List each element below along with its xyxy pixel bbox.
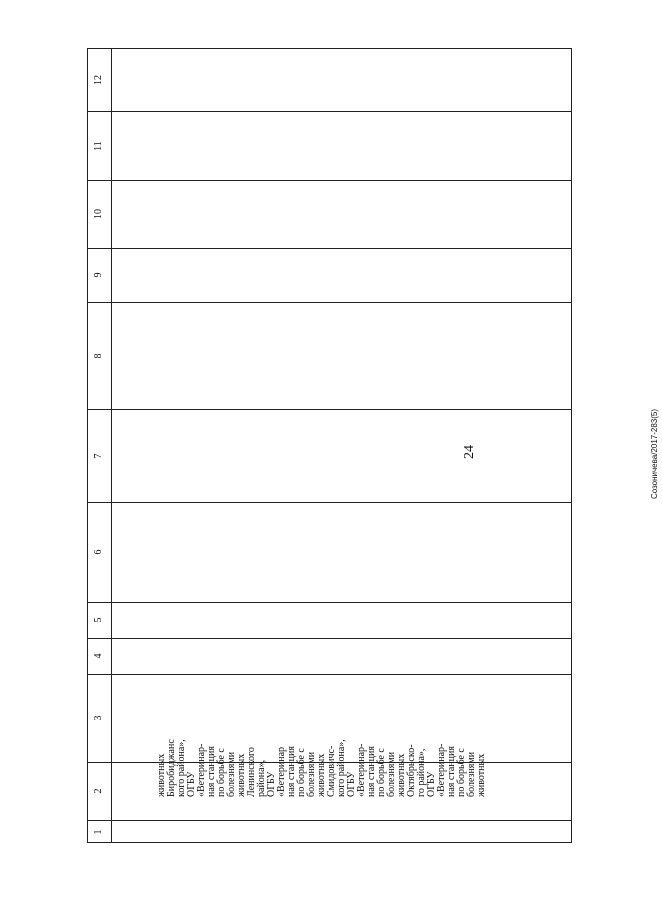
- col-number-1: 1: [93, 829, 104, 835]
- col-number-8: 8: [93, 353, 104, 359]
- col3-line: по борьбе с: [296, 748, 307, 797]
- col3-line: «Ветеринар-: [436, 743, 447, 797]
- col3-line: по борьбе с: [456, 748, 467, 797]
- col-number-5: 5: [93, 617, 104, 623]
- col3-line: болезнями: [386, 751, 397, 797]
- col3-line: ная станция: [446, 746, 457, 797]
- col-sep-8-9: [87, 302, 572, 303]
- col-sep-1-2: [87, 820, 572, 821]
- col-sep-7-8: [87, 409, 572, 410]
- col3-line: го района»,: [416, 748, 427, 797]
- col3-line: по борьбе с: [216, 748, 227, 797]
- col-number-2: 2: [93, 788, 104, 794]
- col3-line: ОГБУ: [346, 771, 357, 797]
- col3-line: кого района»,: [176, 739, 187, 797]
- col-number-12: 12: [93, 75, 104, 85]
- col3-line: болезнями: [306, 751, 317, 797]
- col-number-9: 9: [93, 272, 104, 278]
- col3-line: по борьбе с: [376, 748, 387, 797]
- col3-line: Октябрьско-: [406, 744, 417, 797]
- col-sep-5-6: [87, 602, 572, 603]
- col3-line: животных: [396, 753, 407, 797]
- col3-line: болезнями: [466, 751, 477, 797]
- col3-line: болезнями: [226, 751, 237, 797]
- col3-line: «Ветеринар-: [196, 743, 207, 797]
- col3-line: ОГБУ: [186, 771, 197, 797]
- col3-line: ная станция: [206, 746, 217, 797]
- col-sep-3-4: [87, 674, 572, 675]
- col3-line: ОГБУ: [266, 771, 277, 797]
- col3-line: животных: [476, 753, 487, 797]
- col3-line: Биробиджанс: [166, 739, 177, 797]
- col3-line: кого района»,: [336, 739, 347, 797]
- col-sep-10-11: [87, 180, 572, 181]
- col3-line: животных: [236, 753, 247, 797]
- col-sep-11-12: [87, 111, 572, 112]
- col-number-10: 10: [93, 209, 104, 219]
- col3-line: «Ветеринар: [276, 746, 287, 797]
- col3-line: ная станция: [286, 746, 297, 797]
- col3-line: животных: [316, 753, 327, 797]
- col-number-7: 7: [93, 453, 104, 459]
- col3-line: района»,: [256, 759, 267, 797]
- col3-line: ОГБУ: [426, 771, 437, 797]
- page-number: 24: [462, 445, 477, 459]
- col-number-11: 11: [93, 141, 104, 151]
- col3-line: Смидовичс-: [326, 745, 337, 797]
- col-sep-6-7: [87, 502, 572, 503]
- col3-line: животных: [156, 753, 167, 797]
- col-number-6: 6: [93, 549, 104, 555]
- document-stamp: Созоничева/2017-283(5): [650, 408, 659, 500]
- col3-line: Ленинского: [246, 747, 257, 797]
- col3-line: ная станция: [366, 746, 377, 797]
- col-sep-4-5: [87, 638, 572, 639]
- col-sep-9-10: [87, 248, 572, 249]
- col-number-4: 4: [93, 653, 104, 659]
- header-separator: [111, 48, 112, 843]
- col3-line: «Ветеринар-: [356, 743, 367, 797]
- col-number-3: 3: [93, 715, 104, 721]
- col3-cell-text: [157, 711, 573, 797]
